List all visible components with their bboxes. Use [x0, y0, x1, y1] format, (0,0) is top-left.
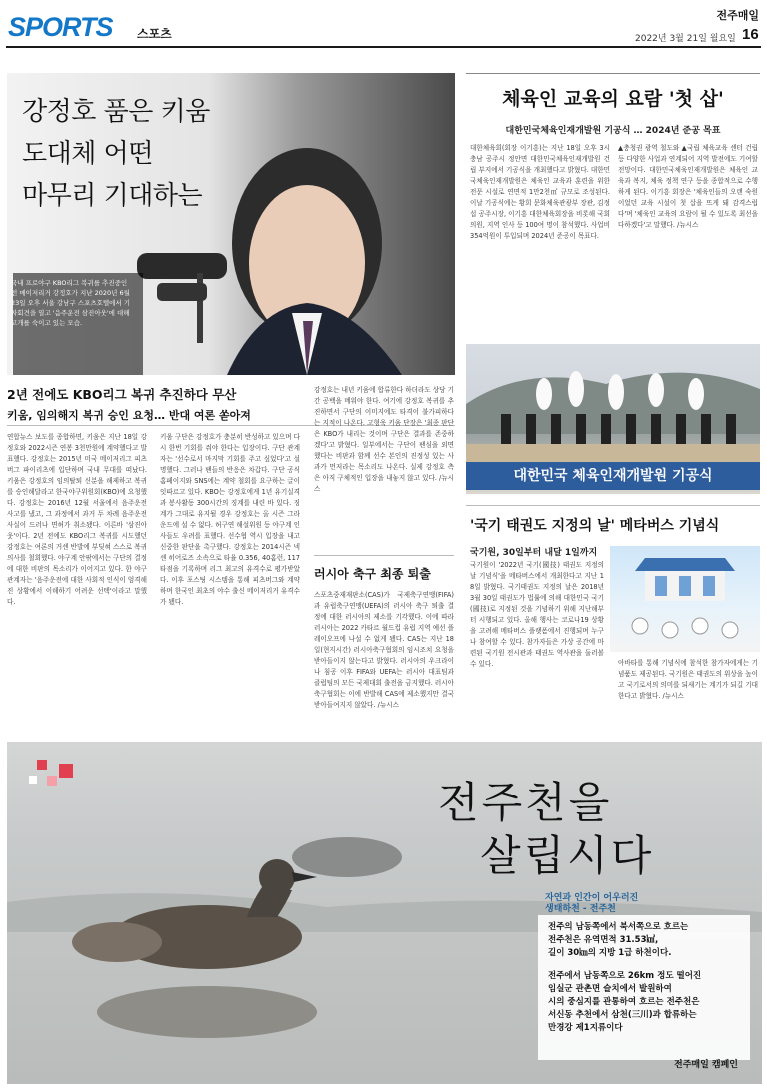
metaverse-image [610, 546, 760, 652]
main-subhead: 키움, 임의해지 복귀 승인 요청… 반대 여론 쏟아져 [7, 409, 251, 422]
groundbreaking-photo [466, 344, 760, 494]
taekwondo-subhead: 국기원, 30일부터 내달 1일까지 [470, 548, 598, 558]
campaign-tagline2: 생태하천 - 전주천 [545, 904, 616, 914]
photo-title-line3: 마무리 기대하는 [22, 181, 203, 211]
campaign-p1-line2: 전주천은 유역면적 31.53㎢, [548, 935, 659, 945]
training-center-headline: 체육인 교육의 요람 '첫 삽' [502, 88, 724, 110]
campaign-textbox [538, 915, 750, 1060]
russia-body: 스포츠중재재판소(CAS)가 국제축구연맹(FIFA)과 유럽축구연맹(UEFA)의 러시아 축구 퇴출 결정에 대한 러시아의 제소를 기각했다. 이에 따라 러시아는 2022 카타르 월드컵 유럽 지역 예선 플레이오프에 나설 수 없게 됐다. CAS는 지난 18일(현지시간) 러시아축구협회의 임시조치 요청을 받아들이지 않는다고 밝혔다. 러시아의 우크라이나 침공 이후 FIFA와 UEFA는 러시아 대표팀과 클럽팀의 모든 국제대회 출전을 금지했다. 러시아 축구협회는 이에 반발해 CAS에 제소했지만 결국 받아들여지지 않았다. /뉴시스 [314, 591, 454, 709]
training-center-col1: 대한체육회(회장 이기흥)는 지난 18일 오후 3시 충남 공주시 정안면 대한민국체육인재개발원 건립 부지에서 기공식을 개최했다고 밝혔다. 대한민국체육인재개발원은 체육인 교육과 훈련을 위한 전문 시설로 연면적 1만2천㎡ 규모로 조성된다. 이날 기공식에는 황희 문화체육관광부 장관, 김정섭 공주시장, 이기흥 대한체육회장을 비롯해 국회의원, 지역 인사 등 100여 명이 참석했다. 사업비 354억원이 투입되며 2024년 준공이 목표다. [470, 144, 610, 240]
main-headline: 2년 전에도 KBO리그 복귀 추진하다 무산 [7, 387, 237, 402]
taekwondo-col2: 아바타를 통해 기념식에 참석한 참가자에게는 기념품도 제공된다. 국기원은 태권도의 위상을 높이고 국기로서의 의미를 되새기는 계기가 되길 기대한다고 밝혔다. /뉴시스 [618, 659, 758, 700]
campaign-p2-line4: 서신동 추천에서 삼천(三川)과 합류하는 [548, 1010, 697, 1020]
russia-headline: 러시아 축구 최종 퇴출 [314, 567, 431, 581]
main-body-col3: 강정호는 내년 키움에 합류한다 하더라도 상당 기간 공백을 메워야 한다. 여기에 강정호 복귀를 추진하면서 구단의 이미지에도 타격이 불가피하다는 지적이 나온다. 고형욱 키움 단장은 '최종 판단은 KBO가 내리는 것이며 구단은 결과를 존중하겠다'고 밝혔다. 일부에서는 구단이 팬심을 외면했다는 비판과 함께 선수 본인의 진정성 있는 사과가 먼저라는 목소리도 나온다. 실제 강정호 측은 아직 구체적인 입장을 내놓지 않고 있다. /뉴시스 [314, 386, 454, 493]
campaign-p1-line1: 전주의 남동쪽에서 북서쪽으로 흐르는 [548, 922, 689, 932]
training-center-subhead: 대한민국체육인재개발원 기공식 … 2024년 준공 목표 [505, 126, 721, 136]
page-header [0, 0, 767, 50]
page-number: 16 [742, 26, 759, 43]
campaign-p1-line3: 길이 30㎞의 지방 1급 하천이다. [548, 948, 672, 958]
section-logo: SPORTS [8, 12, 113, 42]
section-label: 스포츠 [137, 27, 172, 41]
campaign-p2-line3: 시의 중심지를 관통하여 흐르는 전주천은 [548, 997, 700, 1007]
campaign-signature: 전주매일 캠페인 [674, 1060, 738, 1070]
newspaper-name: 전주매일 [716, 9, 759, 22]
kang-jungho-photo [7, 73, 455, 375]
issue-date: 2022년 3월 21일 월요일 [635, 34, 736, 44]
photo-caption: 국내 프로야구 KBO리그 복귀를 추진중인 전 메이저리거 강정호가 지난 2020년 6월 23일 오후 서울 강남구 스포츠호텔에서 기자회견을 열고 '음주운전 삼진아웃'에 대해 고개를 숙이고 있는 모습. [11, 279, 131, 327]
main-body-col1: 연합뉴스 보도를 종합하면, 키움은 지난 18일 강정호와 2022시즌 연봉 3천만원에 계약했다고 발표했다. 강정호는 2015년 미국 메이저리그 피츠버그 파이리츠에 입단하며 국내 무대를 떠났다. 키움은 강정호의 임의탈퇴 신분을 해제하고 복귀를 승인해달라고 한국야구위원회(KBO)에 요청했다. 강정호는 2016년 12월 서울에서 음주운전 사고를 냈고, 그 과정에서 과거 두 차례 음주운전 사실이 드러나 면허가 취소됐다. 이른바 '삼진아웃'이다. 2년 전에도 KBO리그 복귀를 시도했던 강정호는 여론의 거센 반발에 부딪혀 스스로 복귀 의사를 철회했다. 야구계 안팎에서는 구단의 결정에 대한 비판의 목소리가 이어지고 있다. 한 야구 관계자는 '음주운전에 대한 사회적 인식이 엄격해진 상황에서 이해하기 어려운 선택'이라고 말했다. [7, 433, 147, 606]
campaign-p2-line5: 만경강 제1지류이다 [548, 1023, 623, 1033]
main-body-col2: 키움 구단은 강정호가 충분히 반성하고 있으며 다시 한번 기회를 줘야 한다는 입장이다. 구단 관계자는 '선수로서 마지막 기회를 주고 싶었다'고 설명했다. 그러나 팬들의 반응은 차갑다. 구단 공식 홈페이지와 SNS에는 계약 철회를 요구하는 글이 잇따르고 있다. KBO는 강정호에게 1년 유기실격과 봉사활동 300시간의 징계를 내린 바 있다. 징계가 그대로 유지될 경우 강정호는 올 시즌 그라운드에 설 수 없다. 허구연 해설위원 등 야구계 인사들도 우려를 표했다. 선수협 역시 입장을 내고 신중한 판단을 촉구했다. 강정호는 2014시즌 넥센 히어로즈 소속으로 타율 0.356, 40홈런, 117타점을 기록하며 리그 최고의 유격수로 평가받았다. 이후 포스팅 시스템을 통해 피츠버그와 계약하며 한국인 최초의 야수 출신 메이저리거 유격수가 됐다. [160, 433, 300, 606]
campaign-tagline1: 자연과 인간이 어우러진 [545, 893, 639, 903]
header-rule [6, 46, 761, 48]
campaign-p2-line2: 임실군 관촌면 슬치에서 발원하여 [548, 984, 672, 994]
campaign-p2-line1: 전주에서 남동쪽으로 26km 정도 떨어진 [548, 971, 702, 981]
taekwondo-headline: '국기 태권도 지정의 날' 메타버스 기념식 [470, 518, 720, 534]
photo-banner: 대한민국 체육인재개발원 기공식 [466, 462, 760, 490]
photo-title-line2: 도대체 어떤 [22, 139, 153, 169]
photo-title-line1: 강정호 품은 키움 [22, 97, 210, 127]
campaign-title-line2: 살립시다 [480, 831, 655, 880]
taekwondo-col1: 국기원이 '2022년 국기(國技) 태권도 지정의 날 기념식'을 메타버스에서 개최한다고 지난 18일 밝혔다. 국기태권도 지정의 날은 2018년 3월 30일 태권도가 법률에 의해 대한민국 국기(國技)로 지정된 것을 기념하기 위해 지난해부터 시행되고 있다. 올해 행사는 코로나19 상황을 고려해 메타버스 플랫폼에서 진행되며 누구나 참여할 수 있다. 참가자들은 가상 공간에 마련된 국기원 전시관과 태권도 역사관을 둘러볼 수 있다. [470, 561, 604, 668]
training-center-col2: ▲충청권 광역 철도와 ▲국립 체육교육 센터 건립 등 다양한 사업과 연계되어 지역 발전에도 기여할 전망이다. 대한민국체육인재개발원은 체육인 교육과 복지, 체육 정책 연구 등을 종합적으로 수행하게 된다. 이기흥 회장은 '체육인들의 오랜 숙원이었던 교육 시설이 첫 삽을 뜨게 돼 감격스럽다'며 '체육인 교육의 요람이 될 수 있도록 최선을 다하겠다'고 말했다. /뉴시스 [618, 144, 758, 229]
campaign-title-line1: 전주천을 [438, 778, 613, 827]
